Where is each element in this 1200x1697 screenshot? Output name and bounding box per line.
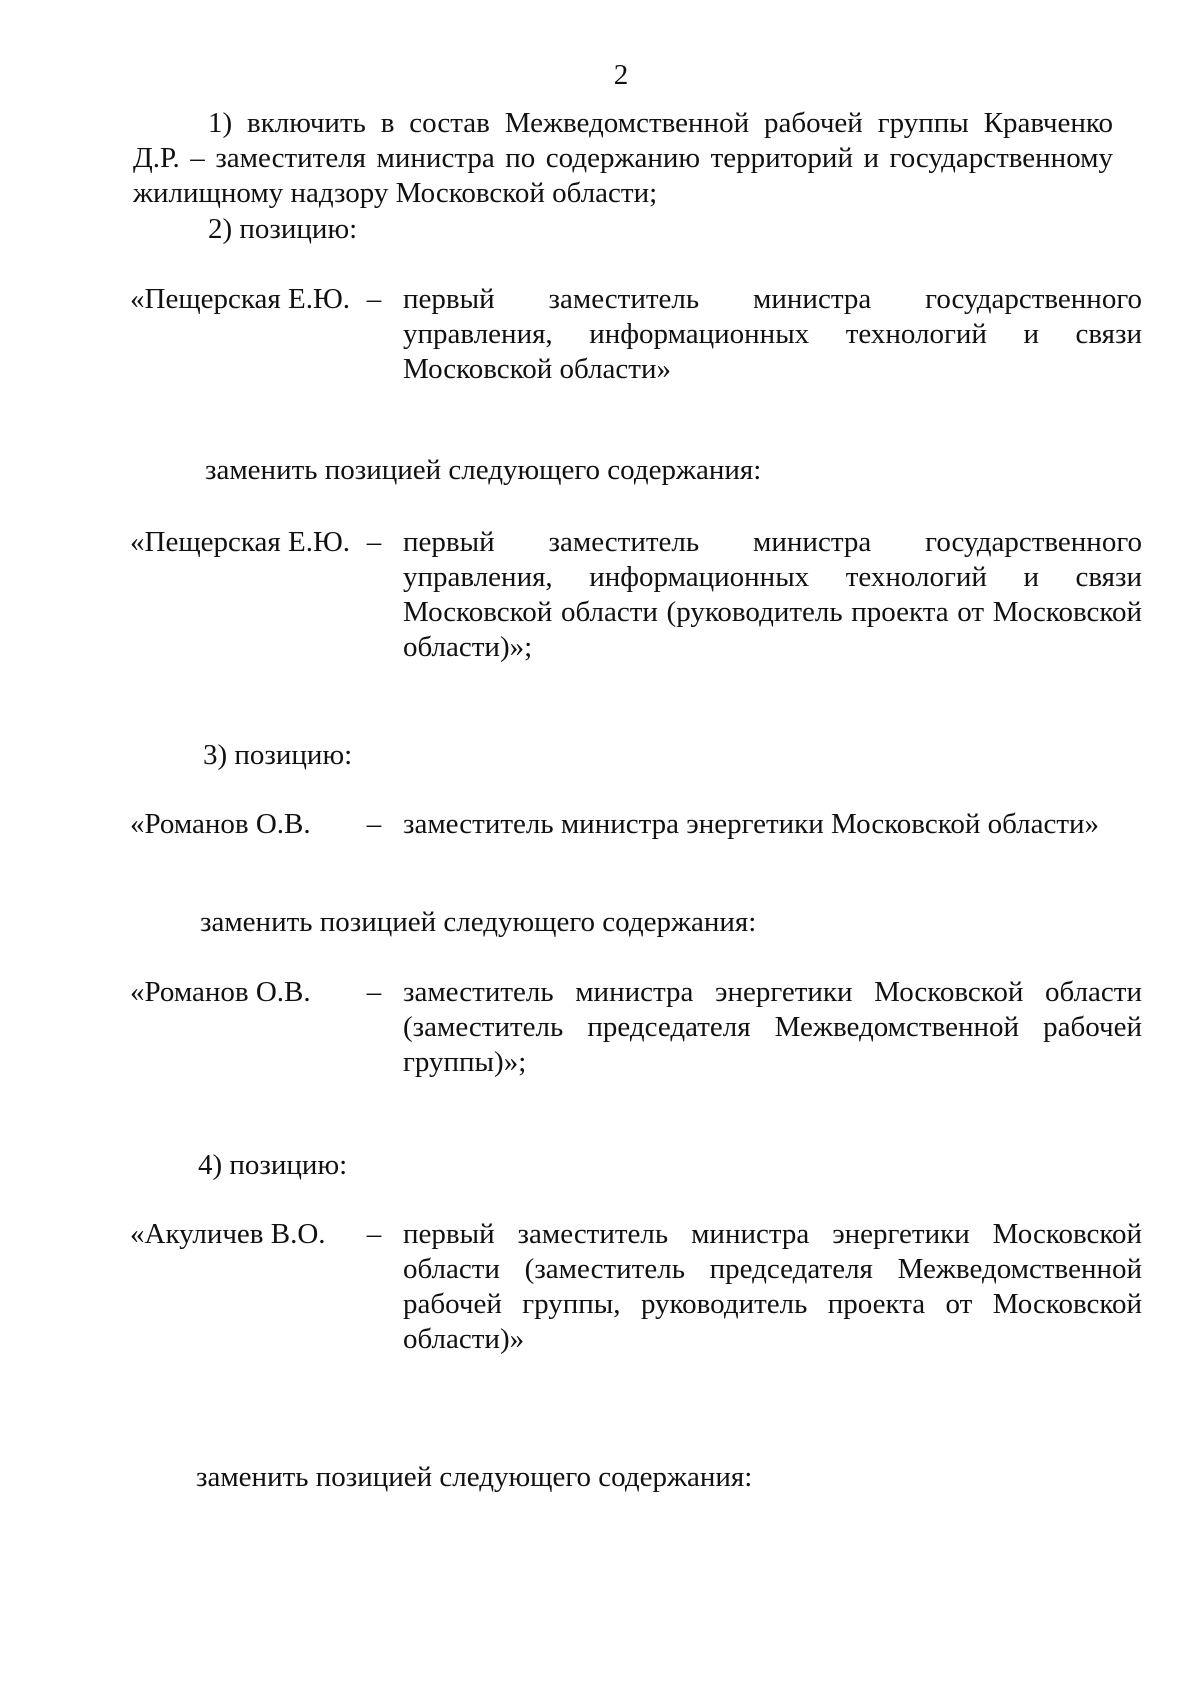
item-4-label: 4) позицию: bbox=[198, 1149, 348, 1181]
entry-description: заместитель министра энергетики Московской области» bbox=[403, 808, 1100, 840]
entry-name: «Романов О.В. bbox=[130, 808, 311, 840]
page-number: 2 bbox=[613, 59, 629, 91]
entry-old-akulichev bbox=[130, 1217, 1142, 1357]
replace-instruction-2: заменить позицией следующего содержания: bbox=[200, 906, 757, 938]
entry-name: «Романов О.В. bbox=[130, 976, 311, 1008]
entry-dash: – bbox=[366, 976, 382, 1008]
item-3-label: 3) позицию: bbox=[203, 739, 353, 771]
replace-instruction-3: заменить позицией следующего содержания: bbox=[196, 1461, 753, 1493]
entry-description: первый заместитель министра государственного управления, информационных технологий и связи Московской области (руководитель проекта от Московской области)»; bbox=[403, 526, 1142, 663]
entry-dash: – bbox=[366, 1218, 382, 1250]
entry-name: «Пещерская Е.Ю. bbox=[130, 526, 351, 558]
entry-old-pescherskaya bbox=[130, 282, 1142, 387]
entry-old-romanov bbox=[130, 807, 1142, 842]
item-1-paragraph: 1) включить в состав Межведомственной рабочей группы Кравченко Д.Р. – заместителя министра по содержанию территорий и государственному жилищному надзору Московской области; bbox=[133, 107, 1113, 209]
entry-dash: – bbox=[366, 283, 382, 315]
entry-new-pescherskaya bbox=[130, 525, 1142, 665]
entry-new-romanov bbox=[130, 975, 1142, 1080]
entry-description: первый заместитель министра государственного управления, информационных технологий и связи Московской области» bbox=[403, 283, 1142, 385]
entry-description: заместитель министра энергетики Московской области (заместитель председателя Межведомственной рабочей группы)»; bbox=[403, 976, 1142, 1078]
entry-dash: – bbox=[366, 526, 382, 558]
entry-dash: – bbox=[366, 808, 382, 840]
entry-name: «Акуличев В.О. bbox=[130, 1218, 326, 1250]
replace-instruction-1: заменить позицией следующего содержания: bbox=[205, 454, 762, 486]
entry-description: первый заместитель министра энергетики Московской области (заместитель председателя Межведомственной рабочей группы, руководитель проекта от Московской области)» bbox=[403, 1218, 1142, 1355]
item-2-label: 2) позицию: bbox=[208, 213, 358, 245]
entry-name: «Пещерская Е.Ю. bbox=[130, 283, 351, 315]
